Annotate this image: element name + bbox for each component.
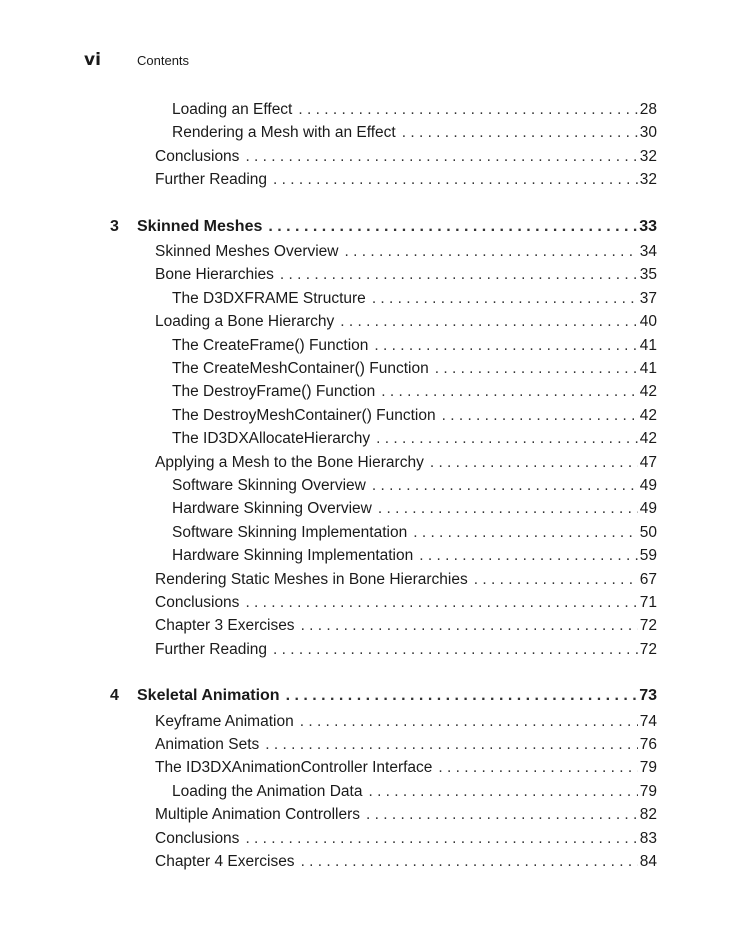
entry-page-number: 41 xyxy=(638,335,657,357)
toc-entry xyxy=(155,264,657,286)
entry-title: Hardware Skinning Overview xyxy=(172,500,372,518)
entry-page-number: 28 xyxy=(638,99,657,121)
entry-title: The ID3DXAnimationController Interface xyxy=(155,759,433,777)
entry-page-number: 59 xyxy=(638,545,657,567)
entry-page-number: 35 xyxy=(638,264,657,286)
entry-title: Applying a Mesh to the Bone Hierarchy xyxy=(155,453,424,471)
entry-title: Loading the Animation Data xyxy=(172,782,363,800)
toc-entry xyxy=(172,381,657,403)
toc-entry xyxy=(172,122,657,144)
toc-entry xyxy=(172,99,657,121)
entry-title: Hardware Skinning Implementation xyxy=(172,547,414,565)
entry-title: Chapter 3 Exercises xyxy=(155,617,295,635)
entry-title: Chapter 4 Exercises xyxy=(155,853,295,870)
running-header xyxy=(84,50,189,70)
toc-chapter-entry xyxy=(110,685,657,707)
entry-page-number: 50 xyxy=(638,522,657,544)
toc-entry xyxy=(155,146,657,168)
toc-chapter-entry xyxy=(110,216,657,238)
entry-page-number: 49 xyxy=(638,498,657,520)
toc-entry xyxy=(155,757,657,779)
chapter-number: 3 xyxy=(110,217,119,235)
dot-leader xyxy=(375,381,637,403)
toc-entry xyxy=(155,804,657,826)
toc-entry xyxy=(155,639,657,661)
dot-leader xyxy=(274,264,638,286)
dot-leader xyxy=(259,734,638,756)
entry-title: Further Reading xyxy=(155,640,268,658)
dot-leader xyxy=(366,475,638,497)
entry-title: Rendering a Mesh with an Effect xyxy=(172,124,396,142)
toc-entry xyxy=(172,358,657,380)
dot-leader xyxy=(370,428,638,450)
toc-entry xyxy=(155,311,657,333)
dot-leader xyxy=(396,122,638,144)
toc-entry xyxy=(155,828,657,850)
entry-title: Skeletal Animation xyxy=(137,687,280,705)
toc-entry xyxy=(172,498,657,520)
entry-page-number: 76 xyxy=(638,734,657,756)
toc-entry xyxy=(172,335,657,357)
entry-title: Skinned Meshes Overview xyxy=(155,243,339,260)
entry-page-number: 82 xyxy=(638,804,657,826)
dot-leader xyxy=(239,828,637,850)
dot-leader xyxy=(292,99,637,121)
dot-leader xyxy=(407,522,638,544)
dot-leader xyxy=(295,851,638,873)
entry-page-number: 42 xyxy=(638,381,657,403)
entry-title: Software Skinning Overview xyxy=(172,477,366,494)
entry-title: Loading an Effect xyxy=(172,101,293,118)
dot-leader xyxy=(239,592,637,614)
entry-page-number: 47 xyxy=(638,452,657,474)
toc-entry xyxy=(155,169,657,191)
entry-page-number: 67 xyxy=(638,569,657,591)
dot-leader xyxy=(360,804,638,826)
toc-entry xyxy=(155,711,657,733)
entry-title: Multiple Animation Controllers xyxy=(155,806,361,824)
toc-entry xyxy=(172,405,657,427)
dot-leader xyxy=(280,685,638,707)
entry-title: Conclusions xyxy=(155,829,240,847)
entry-page-number: 72 xyxy=(638,639,657,661)
entry-title: Skinned Meshes xyxy=(137,217,263,235)
chapter-number: 4 xyxy=(110,687,119,705)
entry-title: Conclusions xyxy=(155,594,240,611)
page-number: vi xyxy=(84,50,101,70)
dot-leader xyxy=(372,498,638,520)
dot-leader xyxy=(294,711,638,733)
toc-entry xyxy=(172,522,657,544)
dot-leader xyxy=(362,781,637,803)
entry-title: Software Skinning Implementation xyxy=(172,523,408,541)
entry-page-number: 72 xyxy=(638,615,657,637)
dot-leader xyxy=(262,216,637,238)
dot-leader xyxy=(468,569,638,591)
dot-leader xyxy=(267,639,638,661)
toc-entry xyxy=(172,288,657,310)
dot-leader xyxy=(424,452,638,474)
toc-entry xyxy=(155,734,657,756)
entry-page-number: 84 xyxy=(638,851,657,873)
dot-leader xyxy=(429,358,638,380)
entry-title: The CreateFrame() Function xyxy=(172,336,369,354)
entry-title: The D3DXFRAME Structure xyxy=(172,289,366,307)
entry-title: Conclusions xyxy=(155,147,240,165)
entry-page-number: 32 xyxy=(638,146,657,168)
entry-title: The DestroyMeshContainer() Function xyxy=(172,406,436,424)
entry-title: Keyframe Animation xyxy=(155,712,294,730)
entry-page-number: 79 xyxy=(638,757,657,779)
toc-entry xyxy=(172,545,657,567)
entry-title: Animation Sets xyxy=(155,736,260,753)
toc-entry xyxy=(155,615,657,637)
toc-entry xyxy=(155,592,657,614)
dot-leader xyxy=(295,615,638,637)
entry-title: Loading a Bone Hierarchy xyxy=(155,313,335,331)
entry-page-number: 71 xyxy=(638,592,657,614)
entry-page-number: 83 xyxy=(638,828,657,850)
toc-entry xyxy=(155,452,657,474)
entry-title: Bone Hierarchies xyxy=(155,266,274,284)
toc-entry xyxy=(172,475,657,497)
entry-page-number: 33 xyxy=(637,216,657,238)
toc-entry xyxy=(155,241,657,263)
entry-page-number: 42 xyxy=(638,405,657,427)
entry-page-number: 34 xyxy=(638,241,657,263)
dot-leader xyxy=(267,169,638,191)
entry-page-number: 30 xyxy=(638,122,657,144)
entry-page-number: 79 xyxy=(638,781,657,803)
toc-entry xyxy=(172,428,657,450)
entry-title: The CreateMeshContainer() Function xyxy=(172,360,429,377)
dot-leader xyxy=(339,241,638,263)
entry-page-number: 41 xyxy=(638,358,657,380)
toc-entry xyxy=(155,569,657,591)
entry-page-number: 40 xyxy=(638,311,657,333)
toc-entry xyxy=(172,781,657,803)
entry-title: The ID3DXAllocateHierarchy xyxy=(172,430,371,448)
entry-title: The DestroyFrame() Function xyxy=(172,383,376,401)
entry-page-number: 42 xyxy=(638,428,657,450)
entry-page-number: 37 xyxy=(638,288,657,310)
dot-leader xyxy=(239,146,637,168)
entry-page-number: 73 xyxy=(637,685,657,707)
dot-leader xyxy=(366,288,638,310)
entry-title: Further Reading xyxy=(155,171,268,189)
entry-page-number: 49 xyxy=(638,475,657,497)
running-title: Contents xyxy=(137,53,190,68)
dot-leader xyxy=(368,335,637,357)
dot-leader xyxy=(432,757,637,779)
entry-title: Rendering Static Meshes in Bone Hierarchies xyxy=(155,570,468,588)
dot-leader xyxy=(413,545,638,567)
entry-page-number: 74 xyxy=(638,711,657,733)
dot-leader xyxy=(436,405,638,427)
dot-leader xyxy=(334,311,638,333)
entry-page-number: 32 xyxy=(638,169,657,191)
toc-entry xyxy=(155,851,657,873)
